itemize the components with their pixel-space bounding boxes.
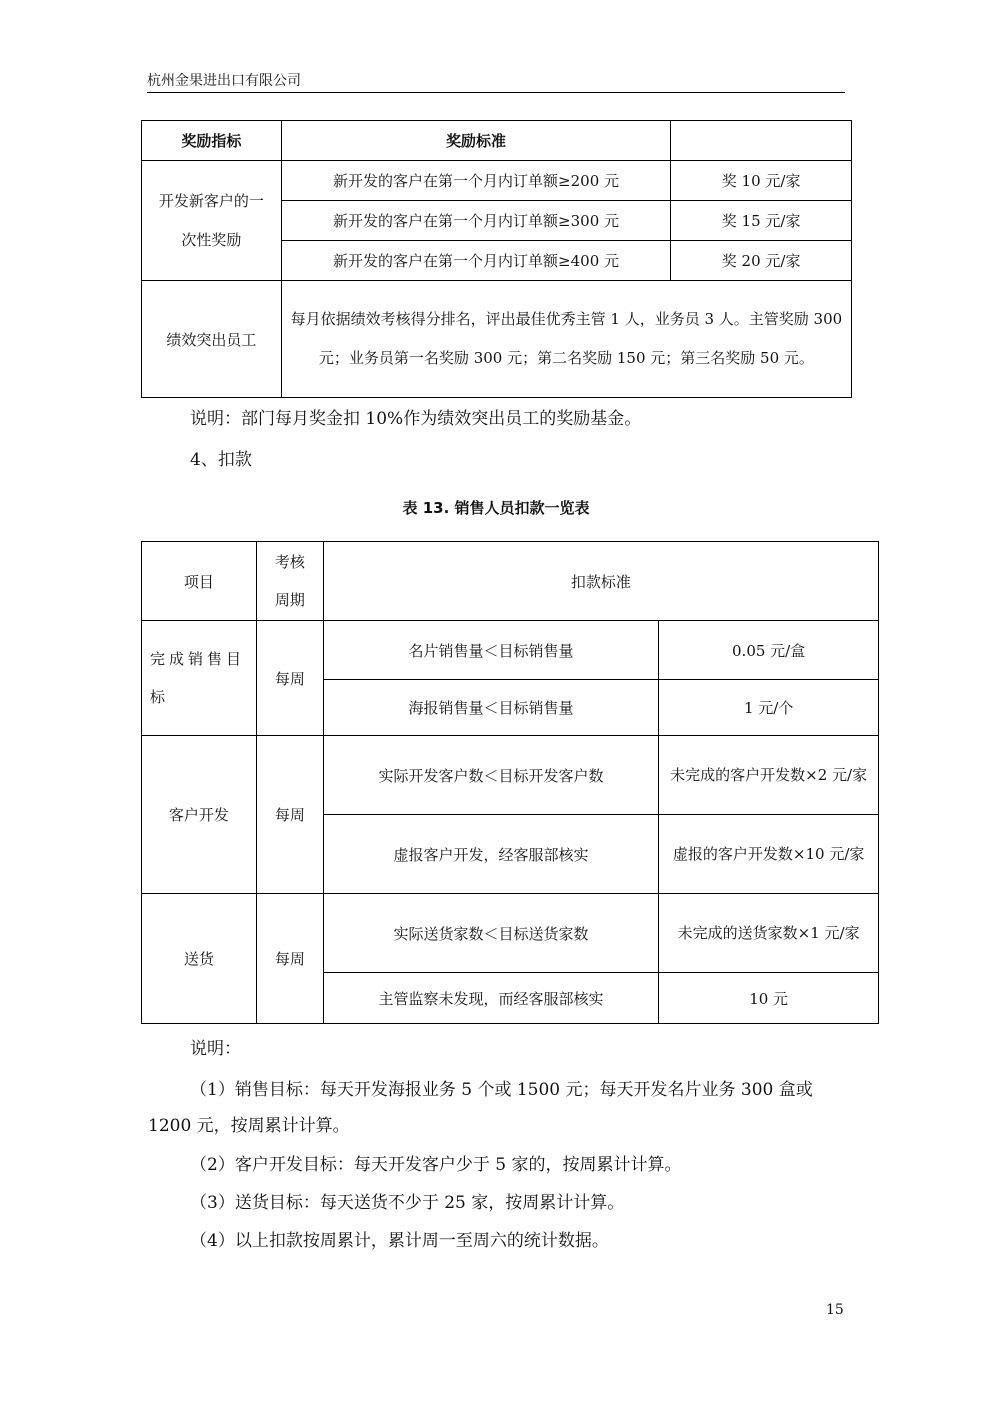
column-header: 考核周期 xyxy=(256,542,323,621)
table-cell: 未完成的送货家数×1 元/家 xyxy=(659,894,879,973)
table-caption: 表 13. 销售人员扣款一览表 xyxy=(402,499,590,517)
row-label: 送货 xyxy=(142,894,257,1024)
note-item: （1）销售目标：每天开发海报业务 5 个或 1500 元；每天开发名片业务 300 盒或 1200 元，按周累计计算。 xyxy=(148,1080,813,1136)
table-cell: 海报销售量＜目标销售量 xyxy=(323,680,658,736)
table-cell: 主管监察未发现，而经客服部核实 xyxy=(323,973,658,1024)
row-label: 客户开发 xyxy=(142,736,257,894)
period-cell: 每周 xyxy=(256,894,323,1024)
column-header: 项目 xyxy=(142,542,257,621)
column-header: 奖励标准 xyxy=(281,121,670,161)
table-cell: 奖 20 元/家 xyxy=(671,241,852,281)
page-number: 15 xyxy=(826,1302,844,1318)
note-item: （2）客户开发目标：每天开发客户少于 5 家的，按周累计计算。 xyxy=(190,1155,682,1175)
row-label: 绩效突出员工 xyxy=(142,281,282,398)
table-cell: 奖 10 元/家 xyxy=(671,161,852,201)
table-cell: 奖 15 元/家 xyxy=(671,201,852,241)
table-cell: 新开发的客户在第一个月内订单额≥200 元 xyxy=(281,161,670,201)
table-row xyxy=(142,281,852,398)
row-label: 开发新客户的一次性奖励 xyxy=(142,161,282,281)
note-text: 说明：部门每月奖金扣 10%作为绩效突出员工的奖励基金。 xyxy=(190,409,642,429)
table-row xyxy=(142,736,879,815)
table-cell: 0.05 元/盒 xyxy=(659,621,879,680)
company-name: 杭州金果进出口有限公司 xyxy=(147,73,301,89)
table-row xyxy=(142,542,879,621)
table-cell: 新开发的客户在第一个月内订单额≥400 元 xyxy=(281,241,670,281)
table-row xyxy=(142,894,879,973)
table-cell: 实际送货家数＜目标送货家数 xyxy=(323,894,658,973)
table-cell: 虚报的客户开发数×10 元/家 xyxy=(659,815,879,894)
reward-table xyxy=(141,120,852,398)
table-cell: 新开发的客户在第一个月内订单额≥300 元 xyxy=(281,201,670,241)
row-label: 完成销售目标 xyxy=(142,621,257,736)
note-item: （4）以上扣款按周累计，累计周一至周六的统计数据。 xyxy=(190,1231,609,1251)
column-header: 奖励指标 xyxy=(142,121,282,161)
table-cell: 1 元/个 xyxy=(659,680,879,736)
table-cell: 虚报客户开发，经客服部核实 xyxy=(323,815,658,894)
period-cell: 每周 xyxy=(256,621,323,736)
deduction-table xyxy=(141,541,879,1024)
table-row xyxy=(142,621,879,680)
table-cell: 每月依据绩效考核得分排名，评出最佳优秀主管 1 人，业务员 3 人。主管奖励 300 元；业务员第一名奖励 300 元；第二名奖励 150 元；第三名奖励 50 元。 xyxy=(281,281,851,398)
page-header xyxy=(147,70,845,93)
notes-title: 说明： xyxy=(190,1039,241,1059)
column-header: 扣款标准 xyxy=(323,542,878,621)
table-cell: 名片销售量＜目标销售量 xyxy=(323,621,658,680)
table-cell: 实际开发客户数＜目标开发客户数 xyxy=(323,736,658,815)
column-header xyxy=(671,121,852,161)
note-item: （3）送货目标：每天送货不少于 25 家，按周累计计算。 xyxy=(190,1193,625,1213)
table-cell: 10 元 xyxy=(659,973,879,1024)
table-row xyxy=(142,161,852,201)
period-cell: 每周 xyxy=(256,736,323,894)
section-heading: 4、扣款 xyxy=(190,450,252,470)
table-row xyxy=(142,121,852,161)
table-cell: 未完成的客户开发数×2 元/家 xyxy=(659,736,879,815)
